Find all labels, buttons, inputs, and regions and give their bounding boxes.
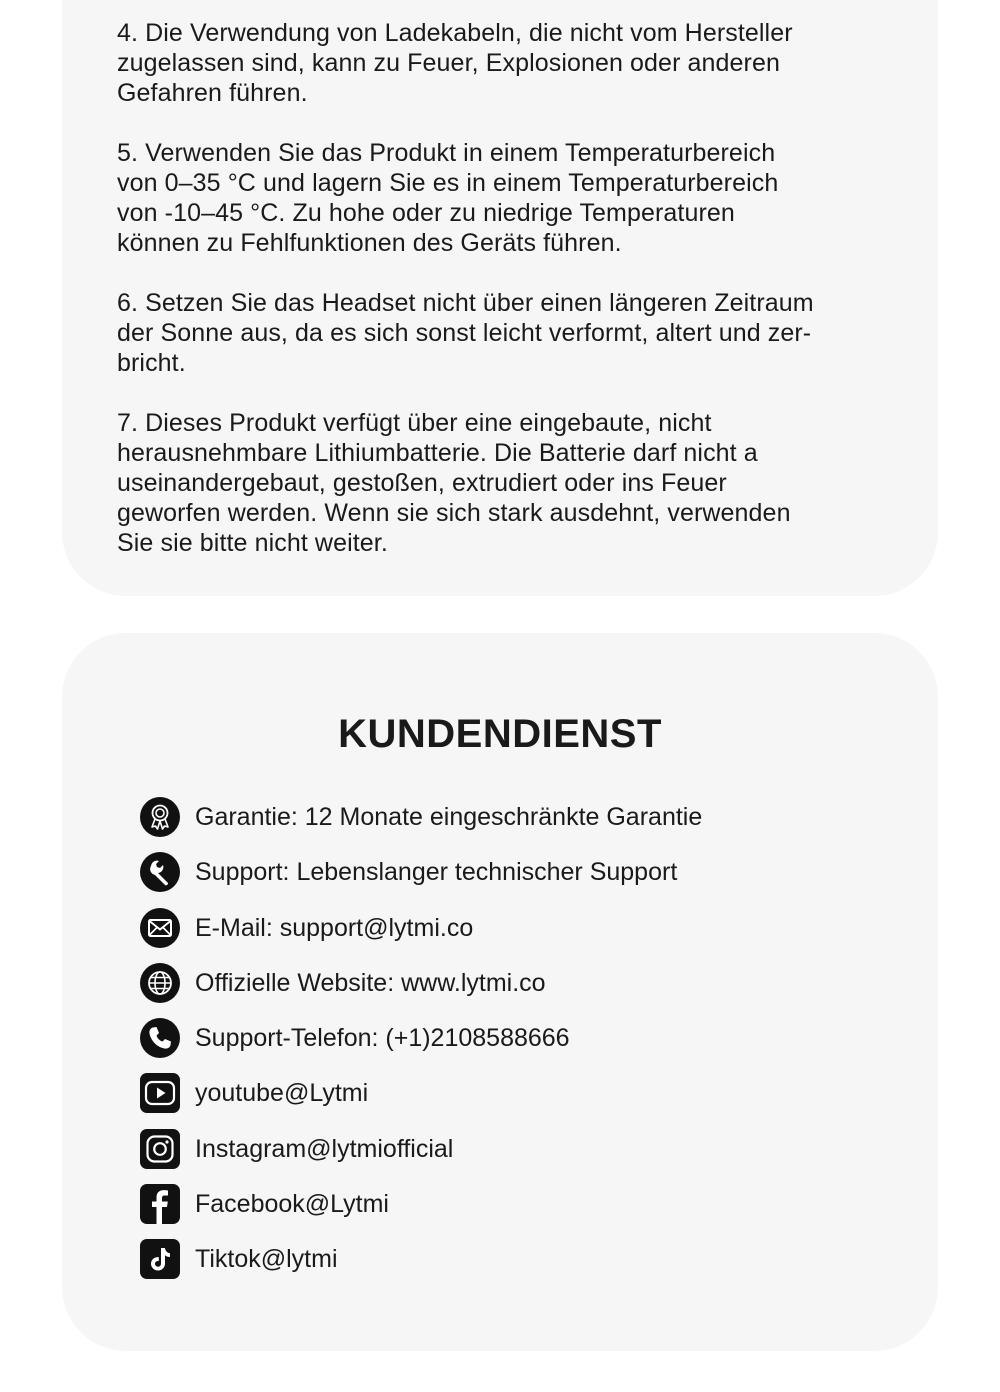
contact-item-email[interactable] (140, 907, 900, 949)
contact-item-youtube[interactable] (140, 1072, 900, 1114)
facebook-icon (140, 1184, 180, 1224)
warning-item: 7. Dieses Produkt verfügt über eine eingebaute, nicht herausnehmbare Lithiumbatterie. Die Batterie darf nicht a useinandergebaut, gestoßen, extrudiert oder ins Feuer geworfen werden. Wenn sie sich stark ausdehnt, verwenden Sie sie bitte nicht weiter. (117, 409, 791, 557)
contact-item-warranty (140, 796, 900, 838)
warning-item: 4. Die Verwendung von Ladekabeln, die nicht vom Hersteller zugelassen sind, kann zu Feuer, Explosionen oder anderen Gefahren führen. (117, 19, 793, 107)
globe-icon (140, 963, 180, 1003)
contact-item-phone[interactable] (140, 1017, 900, 1059)
contact-text: Support-Telefon: (+1)2108588666 (195, 1024, 570, 1053)
contact-text: Support: Lebenslanger technischer Support (195, 858, 678, 887)
instagram-icon (140, 1129, 180, 1169)
contact-item-website[interactable] (140, 962, 900, 1004)
contact-text: Tiktok@lytmi (195, 1245, 338, 1274)
section-title: KUNDENDIENST (338, 712, 662, 756)
contact-list (140, 796, 900, 1294)
contact-item-facebook[interactable] (140, 1183, 900, 1225)
contact-item-support (140, 851, 900, 893)
tiktok-icon (140, 1239, 180, 1279)
contact-text: youtube@Lytmi (195, 1079, 369, 1108)
envelope-icon (140, 908, 180, 948)
contact-text: Instagram@lytmiofficial (195, 1134, 454, 1163)
contact-text: E-Mail: support@lytmi.co (195, 913, 474, 942)
youtube-icon (140, 1073, 180, 1113)
contact-item-instagram[interactable] (140, 1128, 900, 1170)
contact-text: Facebook@Lytmi (195, 1190, 389, 1219)
contact-text: Offizielle Website: www.lytmi.co (195, 968, 546, 997)
wrench-icon (140, 852, 180, 892)
phone-icon (140, 1018, 180, 1058)
warning-item: 6. Setzen Sie das Headset nicht über einen längeren Zeitraum der Sonne aus, da es sich sonst leicht verformt, altert und zer- bricht. (117, 289, 814, 377)
contact-text: Garantie: 12 Monate eingeschränkte Garantie (195, 803, 703, 831)
warranty-badge-icon (140, 797, 180, 837)
contact-item-tiktok[interactable] (140, 1238, 900, 1280)
safety-warnings (117, 18, 907, 588)
warning-item: 5. Verwenden Sie das Produkt in einem Temperaturbereich von 0–35 °C und lagern Sie es in einem Temperaturbereich von -10–45 °C. Zu hohe oder zu niedrige Temperaturen können zu Fehlfunktionen des Geräts führen. (117, 139, 779, 257)
